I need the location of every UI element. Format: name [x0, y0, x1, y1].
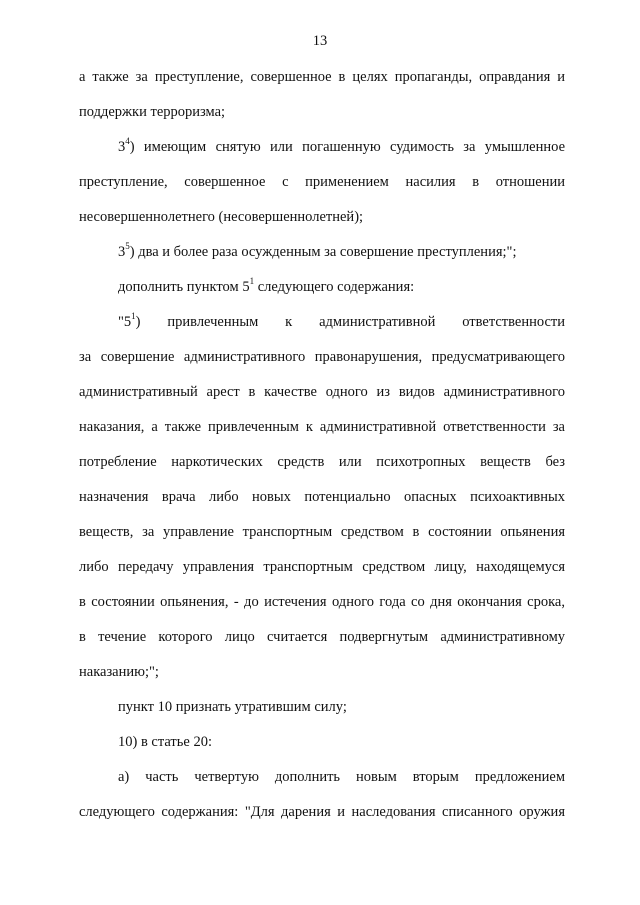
text-line: поддержки терроризма;	[79, 104, 226, 120]
text-line: а также за преступление, совершенное в целях пропаганды, оправдания и	[79, 69, 565, 85]
page-number: 13	[312, 33, 328, 49]
text-line: 10) в статье 20:	[118, 734, 212, 750]
text-line: за совершение административного правонарушения, предусматривающего	[79, 349, 565, 365]
text-line: в течение которого лицо считается подвергнутым административному	[79, 629, 565, 645]
text-line: либо передачу управления транспортным средством лицу, находящемуся	[79, 559, 565, 575]
text-line: веществ, за управление транспортным средством в состоянии опьянения	[79, 524, 565, 540]
text-line: назначения врача либо новых потенциально опасных психоактивных	[79, 489, 565, 505]
text-line: следующего содержания: "Для дарения и наследования списанного оружия	[79, 804, 565, 820]
text-line: дополнить пунктом $5^1$ следующего содержания:	[118, 276, 415, 295]
text-line: административный арест в качестве одного из видов административного	[79, 384, 565, 400]
text-line: потребление наркотических средств или психотропных веществ без	[79, 454, 565, 470]
text-line: наказанию;";	[79, 664, 159, 680]
text-line: пункт 10 признать утратившим силу;	[118, 699, 347, 715]
text-line: в состоянии опьянения, - до истечения одного года со дня окончания срока,	[79, 594, 565, 610]
text-line: $3^5$) два и более раза осужденным за совершение преступления;";	[118, 241, 517, 260]
text-line: преступление, совершенное с применением насилия в отношении	[79, 174, 565, 190]
text-line: "$5^1$) привлеченным к административной ответственности	[118, 311, 565, 330]
text-line: $3^4$) имеющим снятую или погашенную судимость за умышленное	[118, 136, 565, 155]
text-line: несовершеннолетнего (несовершеннолетней);	[79, 209, 364, 225]
document-body	[79, 60, 565, 830]
text-line: а) часть четвертую дополнить новым вторым предложением	[118, 769, 565, 785]
text-line: наказания, а также привлеченным к административной ответственности за	[79, 419, 565, 435]
